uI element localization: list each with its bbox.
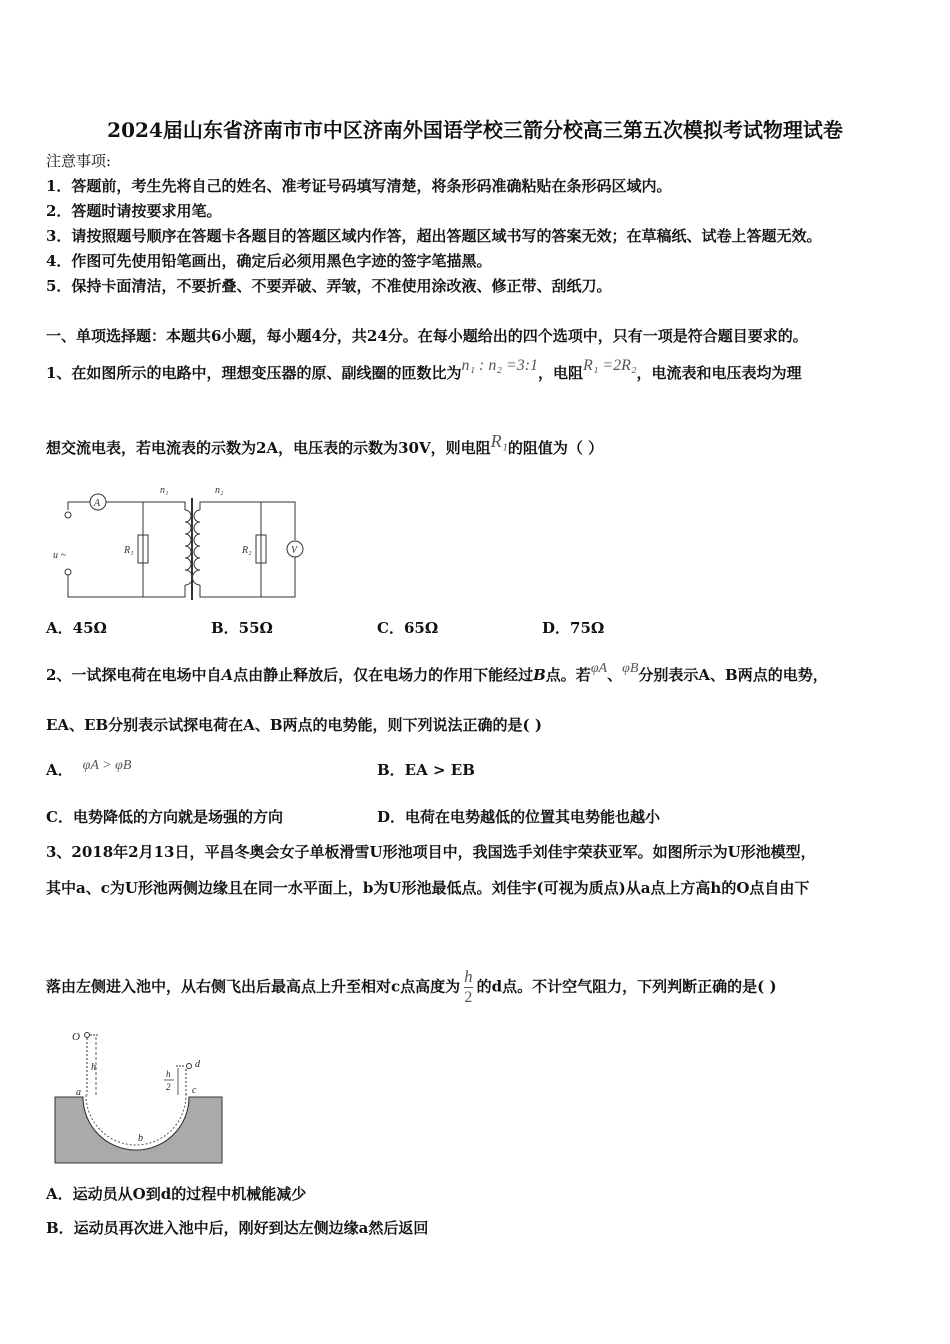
svg-text:n₁: n₁ [160, 485, 169, 496]
u-pool-figure [50, 1025, 230, 1170]
voltmeter-label: V [291, 545, 298, 556]
svg-text:h: h [91, 1062, 96, 1073]
q2-option-d: D．电荷在电势越低的位置其电势能也越小 [377, 808, 661, 826]
question-1-line-1 [46, 357, 802, 384]
svg-text:b: b [138, 1133, 143, 1144]
q1-option-d: D．75Ω [542, 619, 605, 637]
q2-option-label: A． [46, 761, 73, 779]
question-3-line-2: 其中a、c为U形池两侧边缘且在同一水平面上，b为U形池最低点。刘佳宇(可视为质点)从a点上方高h的O点自由下 [46, 879, 810, 897]
q1-text: 1、在如图所示的电路中，理想变压器的原、副线圈的匝数比为 [46, 364, 462, 382]
notice-item: 3．请按照题号顺序在答题卡各题目的答题区域内作答，超出答题区域书写的答案无效；在草稿纸、试卷上答题无效。 [46, 227, 822, 245]
q3-text: 的d点。不计空气阻力，下列判断正确的是( ) [476, 977, 777, 996]
q1-ratio-math: n₁ : n₂ =3:1 [461, 357, 539, 374]
q1-text: ，电流表和电压表均为理 [636, 364, 802, 382]
q3-option-a: A．运动员从O到d的过程中机械能减少 [46, 1185, 307, 1203]
q1-option-a: A．45Ω [46, 619, 107, 637]
notice-item: 5．保持卡面清洁，不要折叠、不要弄破、弄皱，不准使用涂改液、修正带、刮纸刀。 [46, 277, 612, 295]
q1-option-b: B．55Ω [211, 619, 273, 637]
q1-text: 想交流电表，若电流表的示数为2A，电压表的示数为30V，则电阻 [46, 439, 491, 457]
question-2-line-1 [46, 661, 828, 687]
svg-text:a: a [76, 1087, 81, 1098]
notice-item: 1．答题前，考生先将自己的姓名、准考证号码填写清楚，将条形码准确粘贴在条形码区域内。 [46, 177, 672, 195]
q3-option-b: B．运动员再次进入池中后，刚好到达左侧边缘a然后返回 [46, 1219, 429, 1237]
q1-resistance-math: R₁ =2R₂ [583, 357, 637, 374]
q2-phi-a: φA [590, 661, 608, 676]
svg-text:R₂: R₂ [242, 545, 252, 556]
question-2-line-2: EA、EB分别表示试探电荷在A、B两点的电势能，则下列说法正确的是( ) [46, 716, 542, 734]
q2-text: 点。若 [545, 666, 591, 684]
page-title: 2024届山东省济南市市中区济南外国语学校三箭分校高三第五次模拟考试物理试卷 [107, 118, 843, 142]
section-heading: 一、单项选择题：本题共6小题，每小题4分，共24分。在每小题给出的四个选项中，只有一项是符合题目要求的。 [46, 327, 808, 345]
q2-phi-b: φB [622, 661, 639, 676]
q2-option-b: B．EA > EB [377, 761, 475, 779]
q1-text: ，电阻 [538, 364, 584, 382]
q2-option-a [46, 760, 131, 782]
q1-r1-math: R₁ [490, 431, 508, 451]
svg-text:O: O [72, 1031, 80, 1043]
q3-fraction: $\frac{h}{2}$ [464, 967, 473, 1006]
q2-text: 、 [607, 666, 623, 684]
q2-text: 2、一试探电荷在电场中自 [46, 666, 222, 684]
q1-option-c: C．65Ω [377, 619, 439, 637]
svg-text:c: c [192, 1085, 197, 1096]
transformer-circuit-figure [50, 480, 310, 605]
q2-text: 点由静止释放后，仅在电场力的作用下能经过 [233, 666, 534, 684]
question-3-line-1: 3、2018年2月13日，平昌冬奥会女子单板滑雪U形池项目中，我国选手刘佳宇荣获亚军。如图所示为U形池模型， [46, 843, 816, 861]
svg-text:R₁: R₁ [124, 545, 134, 556]
notice-heading: 注意事项: [46, 152, 112, 170]
q2-text: 分别表示A、B两点的电势， [638, 666, 828, 684]
question-1-line-2 [46, 431, 604, 458]
q2-point: B [533, 666, 546, 684]
svg-text:2: 2 [166, 1082, 171, 1092]
q2-option-a-math: φA > φB [82, 758, 132, 773]
q2-point: A [221, 666, 234, 684]
svg-text:u ~: u ~ [53, 550, 66, 561]
svg-text:n₂: n₂ [215, 485, 224, 496]
q1-text: 的阻值为（ ） [507, 439, 604, 457]
q3-text: 落由左侧进入池中，从右侧飞出后最高点上升至相对c点高度为 [46, 977, 461, 996]
svg-text:d: d [195, 1059, 200, 1070]
q2-option-c: C．电势降低的方向就是场强的方向 [46, 808, 283, 826]
notice-item: 4．作图可先使用铅笔画出，确定后必须用黑色字迹的签字笔描黑。 [46, 252, 492, 270]
notice-item: 2．答题时请按要求用笔。 [46, 202, 222, 220]
ammeter-label: A [94, 498, 101, 509]
svg-text:h: h [166, 1069, 171, 1079]
question-3-line-3 [46, 967, 777, 1008]
